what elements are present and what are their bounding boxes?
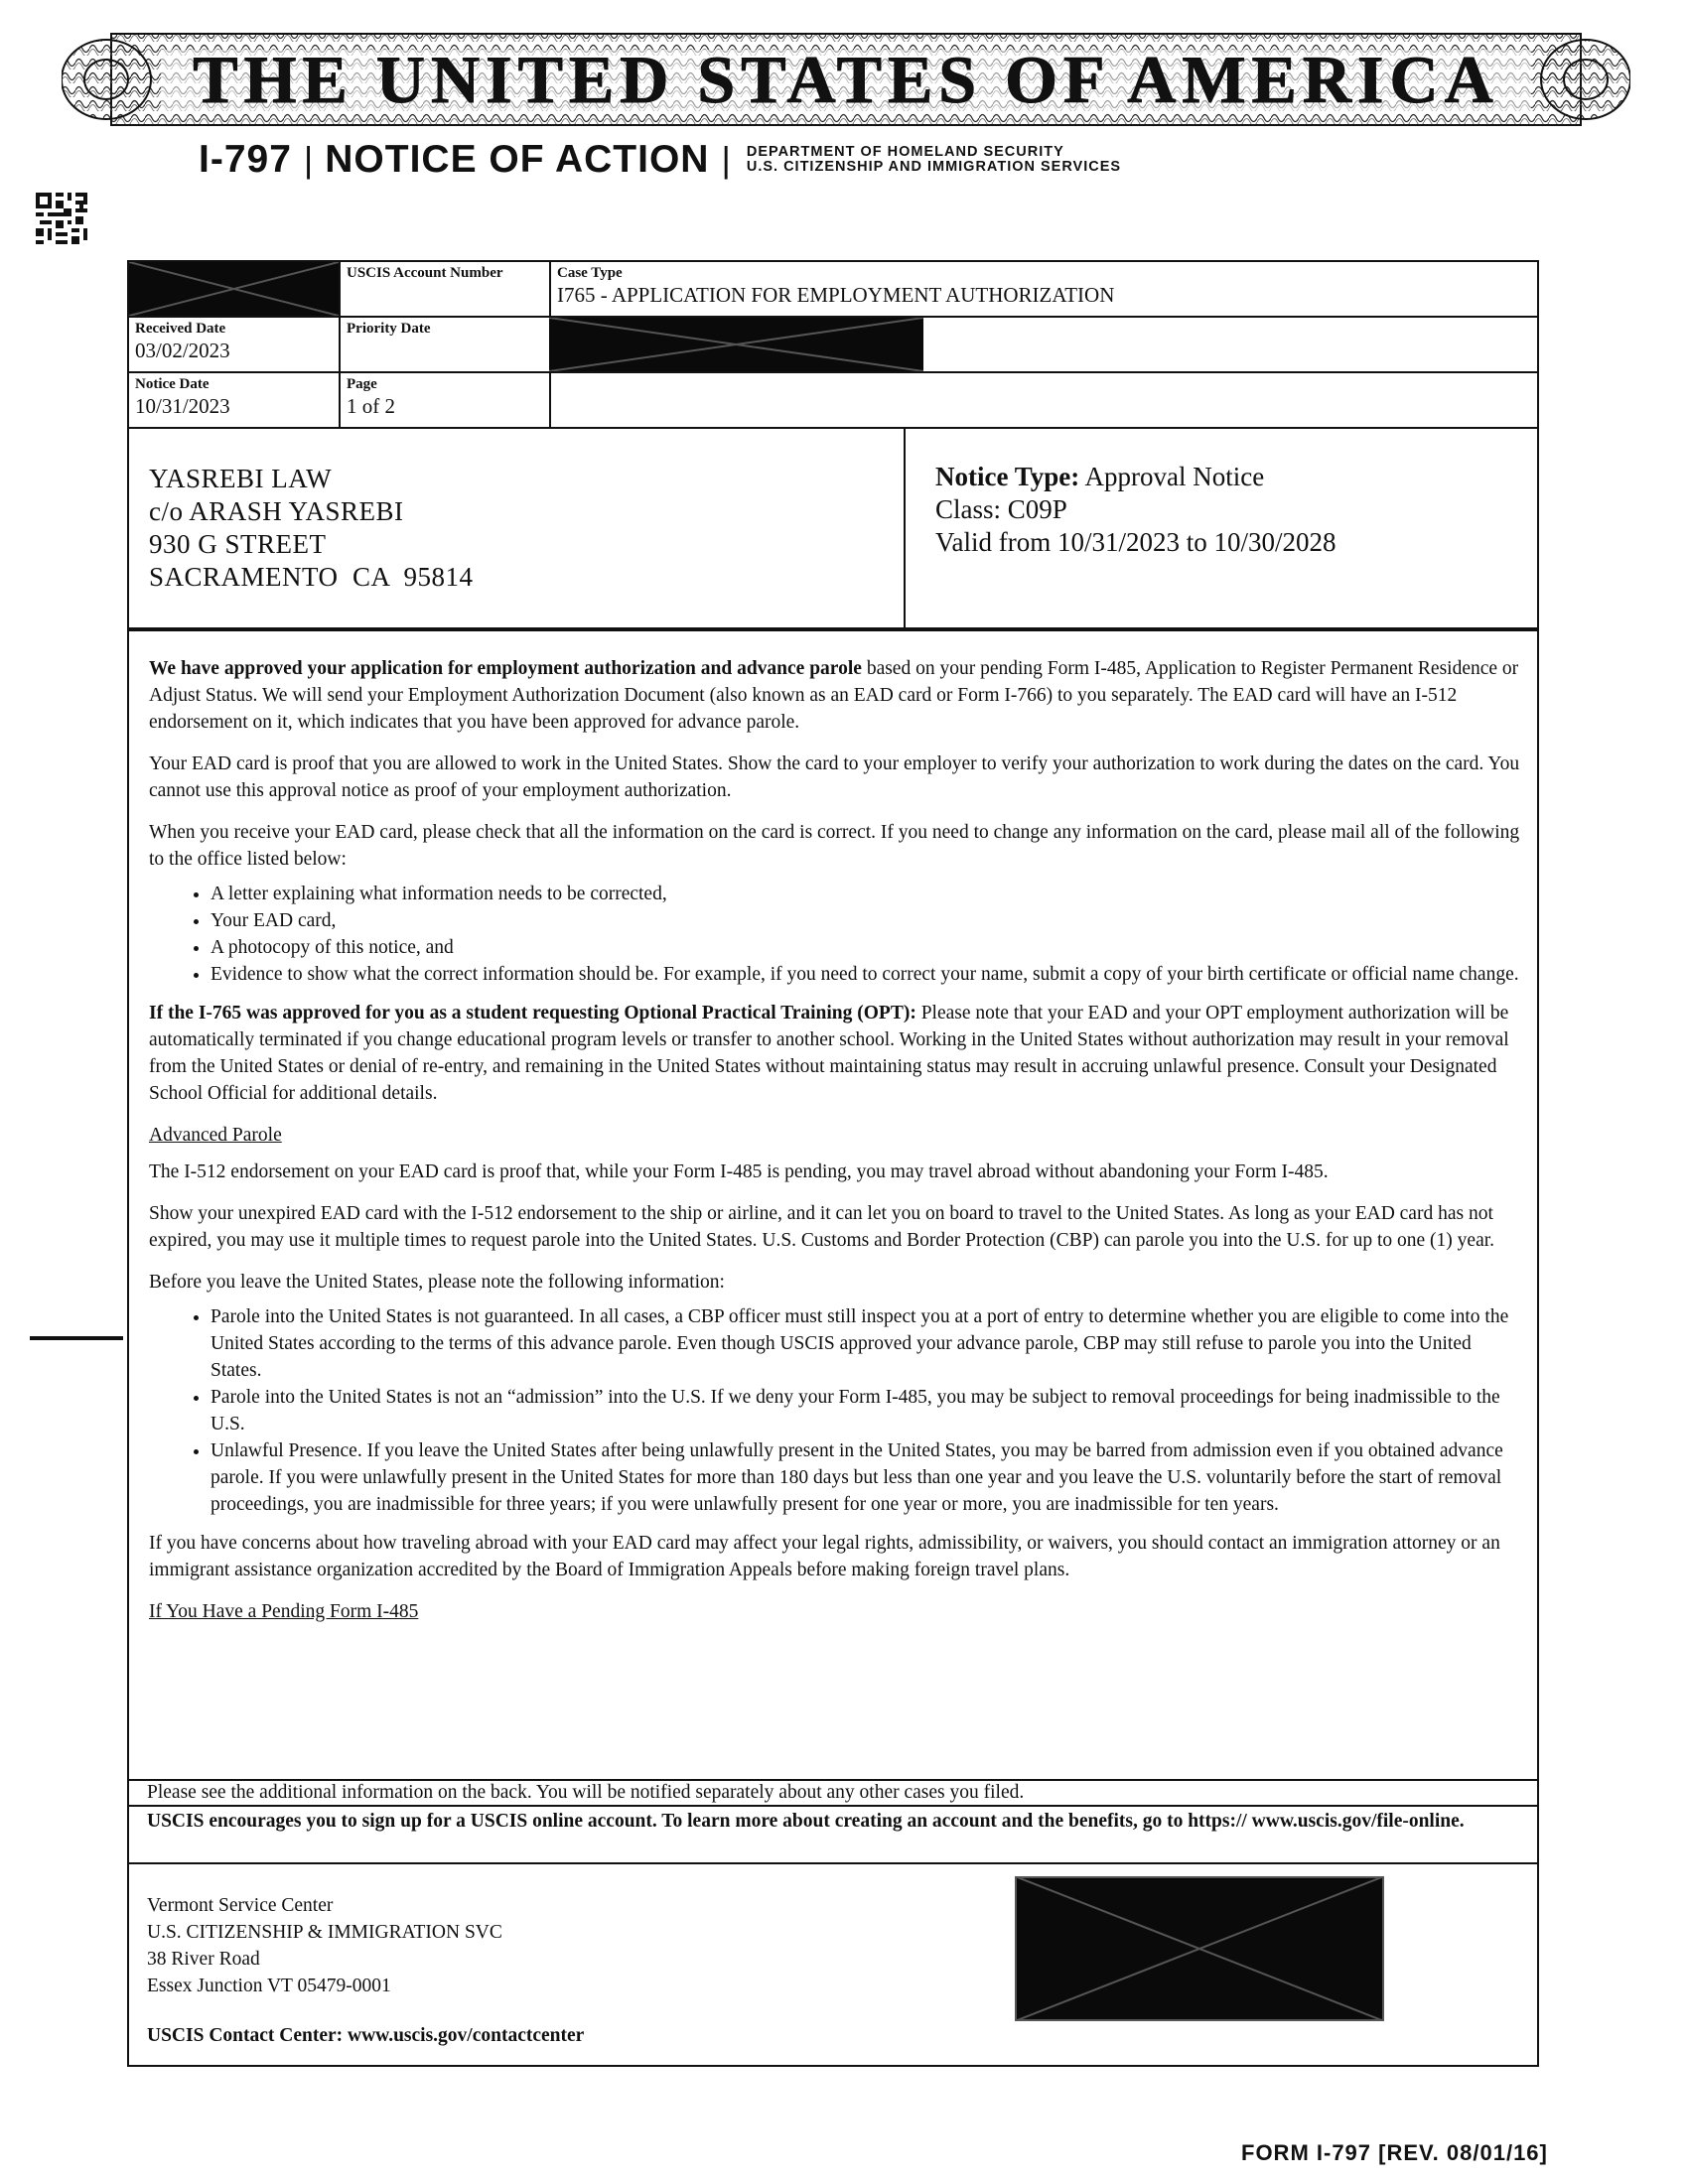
- address-notice-box: [127, 429, 1539, 629]
- case-info-grid: [127, 260, 1539, 429]
- form-revision: FORM I-797 [REV. 08/01/16]: [1241, 2140, 1548, 2165]
- address-line: 930 G STREET: [149, 529, 327, 559]
- received-date-cell: [129, 318, 341, 373]
- priority-date-cell: [341, 318, 551, 373]
- notice-date-cell: [129, 373, 341, 427]
- service-center-line: Vermont Service Center: [147, 1895, 334, 1916]
- paragraph: [149, 1000, 1523, 1107]
- service-center-box: [127, 1864, 1539, 2067]
- account-number-label: USCIS Account Number: [347, 265, 503, 281]
- empty-cell: [551, 373, 1537, 427]
- service-center-address: [147, 1892, 502, 1999]
- notice-type-value: Approval Notice: [1084, 462, 1265, 491]
- paragraph-bold: We have approved your application for employment authorization and advance parole: [149, 658, 862, 679]
- title-separator: |: [303, 139, 314, 180]
- paragraph: Your EAD card is proof that you are allowed to work in the United States. Show the card to your employer to verify your authorization to work during the dates on the card. You cannot use this approval notice as proof of your employment authorization.: [149, 753, 1520, 801]
- receipt-number-cell: [129, 262, 341, 318]
- body-text: [149, 655, 1523, 1640]
- list-item: • Parole into the United States is not guaranteed. In all cases, a CBP officer must still inspect you at a port of entry to determine whether you are eligible to come into the United States according to the terms of this advance parole. Even though USCIS approved your advance parole, CBP may still refuse to parole you into the United States.: [211, 1303, 1523, 1384]
- paragraph: If you have concerns about how traveling abroad with your EAD card may affect your legal rights, admissibility, or waivers, you should contact an immigration attorney or an immigrant assistance organization accredited by the Board of Immigration Appeals before making foreign travel plans.: [149, 1533, 1500, 1580]
- redaction-box: [549, 318, 923, 371]
- advanced-parole-heading: Advanced Parole: [149, 1125, 282, 1146]
- contact-center-line: USCIS Contact Center: www.uscis.gov/contactcenter: [147, 2025, 585, 2046]
- notice-type-line: [935, 461, 1336, 493]
- list-item: • Parole into the United States is not an “admission” into the U.S. If we deny your Form I-485, you may be subject to removal proceedings for being inadmissible to the U.S.: [211, 1384, 1523, 1437]
- list-item: • Your EAD card,: [211, 907, 1523, 934]
- list-item: • Unlawful Presence. If you leave the United States after being unlawfully present in the United States, you may be barred from admission even if you obtained advance parole. If you were unlawfully present in the United States for more than 180 days but less than one year and you leave the U.S. voluntarily before the start of removal proceedings, you are inadmissible for three years; if you were unlawfully present for one year or more, you are inadmissible for ten years.: [211, 1437, 1523, 1518]
- priority-date-label: Priority Date: [347, 321, 431, 337]
- case-type-cell: [551, 262, 1537, 318]
- received-date-label: Received Date: [135, 321, 226, 337]
- paragraph: When you receive your EAD card, please check that all the information on the card is correct. If you need to change any information on the card, please mail all of the following to the office listed below:: [149, 822, 1520, 870]
- paragraph: [149, 655, 1523, 736]
- valid-line: Valid from 10/31/2023 to 10/30/2028: [935, 527, 1336, 557]
- address-line: SACRAMENTO CA 95814: [149, 562, 474, 592]
- notice-type-label: Notice Type:: [935, 462, 1080, 491]
- title-separator-2: |: [721, 139, 731, 180]
- paragraph-text: Please note that your EAD and your OPT employment authorization will be automatically terminated if you change educational program levels or transfer to another school. Working in the United States without authorization may result in your removal from the United States or denial of re-entry, and remaining in the United States without maintaining status may result in accruing unlawful presence. Consult your Designated School Official for additional details.: [149, 1003, 1509, 1104]
- received-date-value: 03/02/2023: [135, 339, 230, 362]
- margin-mark: [30, 1336, 123, 1340]
- banner-title: THE UNITED STATES OF AMERICA: [193, 42, 1499, 117]
- notice-body: [127, 629, 1539, 1781]
- address-line: YASREBI LAW: [149, 464, 333, 493]
- additional-info-line: Please see the additional information on the back. You will be notified separately about any other cases you filed.: [127, 1781, 1539, 1807]
- travel-list: [149, 1303, 1523, 1518]
- account-number-cell: [341, 262, 551, 318]
- barcode-icon: [36, 193, 87, 244]
- department-line2: U.S. CITIZENSHIP AND IMMIGRATION SERVICES: [746, 159, 1122, 175]
- class-line: Class: C09P: [935, 494, 1067, 524]
- list-item: • A photocopy of this notice, and: [211, 934, 1523, 961]
- section-heading: [149, 1122, 1523, 1149]
- paragraph: Before you leave the United States, please note the following information:: [149, 1272, 725, 1293]
- divider: [904, 429, 906, 627]
- department-line1: DEPARTMENT OF HOMELAND SECURITY: [746, 144, 1064, 160]
- notice-date-value: 10/31/2023: [135, 394, 230, 418]
- form-number: I-797: [199, 138, 292, 181]
- paragraph: The I-512 endorsement on your EAD card is proof that, while your Form I-485 is pending, you may travel abroad without abandoning your Form I-485.: [149, 1161, 1329, 1182]
- page-value: 1 of 2: [347, 394, 395, 418]
- address-line: c/o ARASH YASREBI: [149, 496, 404, 526]
- paragraph: Show your unexpired EAD card with the I-512 endorsement to the ship or airline, and it can let you on board to travel to the United States. As long as your EAD card has not expired, you may use it multiple times to request parole into the United States. U.S. Customs and Border Protection (CBP) can parole you into the U.S. for up to one (1) year.: [149, 1203, 1495, 1251]
- redaction-box: [1015, 1876, 1384, 2021]
- service-center-line: U.S. CITIZENSHIP & IMMIGRATION SVC: [147, 1922, 502, 1943]
- list-item: • Evidence to show what the correct information should be. For example, if you need to correct your name, submit a copy of your birth certificate or official name change.: [211, 961, 1523, 988]
- case-type-label: Case Type: [557, 265, 623, 281]
- correction-list: [149, 881, 1523, 988]
- service-center-line: 38 River Road: [147, 1949, 260, 1970]
- list-item: • A letter explaining what information needs to be corrected,: [211, 881, 1523, 907]
- redaction-box: [129, 262, 339, 316]
- notice-type-block: [935, 461, 1336, 559]
- beneficiary-cell: [551, 318, 1537, 373]
- header-banner: [62, 28, 1630, 131]
- service-center-line: Essex Junction VT 05479-0001: [147, 1976, 391, 1996]
- page-cell: [341, 373, 551, 427]
- mailing-address: [149, 463, 474, 594]
- case-type-value: I765 - APPLICATION FOR EMPLOYMENT AUTHORIZATION: [557, 283, 1115, 307]
- paragraph-text: based on your pending Form I-485, Application to Register Permanent Residence or Adjust Status. We will send your Employment Authorization Document (also known as an EAD card or Form I-766) to you separately. The EAD card will have an I-512 endorsement on it, which indicates that you have been approved for advance parole.: [149, 658, 1519, 733]
- pending-i485-heading: If You Have a Pending Form I-485: [149, 1601, 419, 1622]
- form-title-row: [199, 137, 1121, 183]
- department-block: [747, 145, 1121, 175]
- form-name: NOTICE OF ACTION: [325, 138, 710, 181]
- online-account-note: USCIS encourages you to sign up for a USCIS online account. To learn more about creating an account and the benefits, go to https:// www.uscis.gov/file-online.: [127, 1807, 1539, 1864]
- section-heading: [149, 1598, 1523, 1625]
- notice-date-label: Notice Date: [135, 376, 210, 392]
- paragraph-bold: If the I-765 was approved for you as a student requesting Optional Practical Training (OPT):: [149, 1003, 916, 1024]
- page-label: Page: [347, 376, 377, 392]
